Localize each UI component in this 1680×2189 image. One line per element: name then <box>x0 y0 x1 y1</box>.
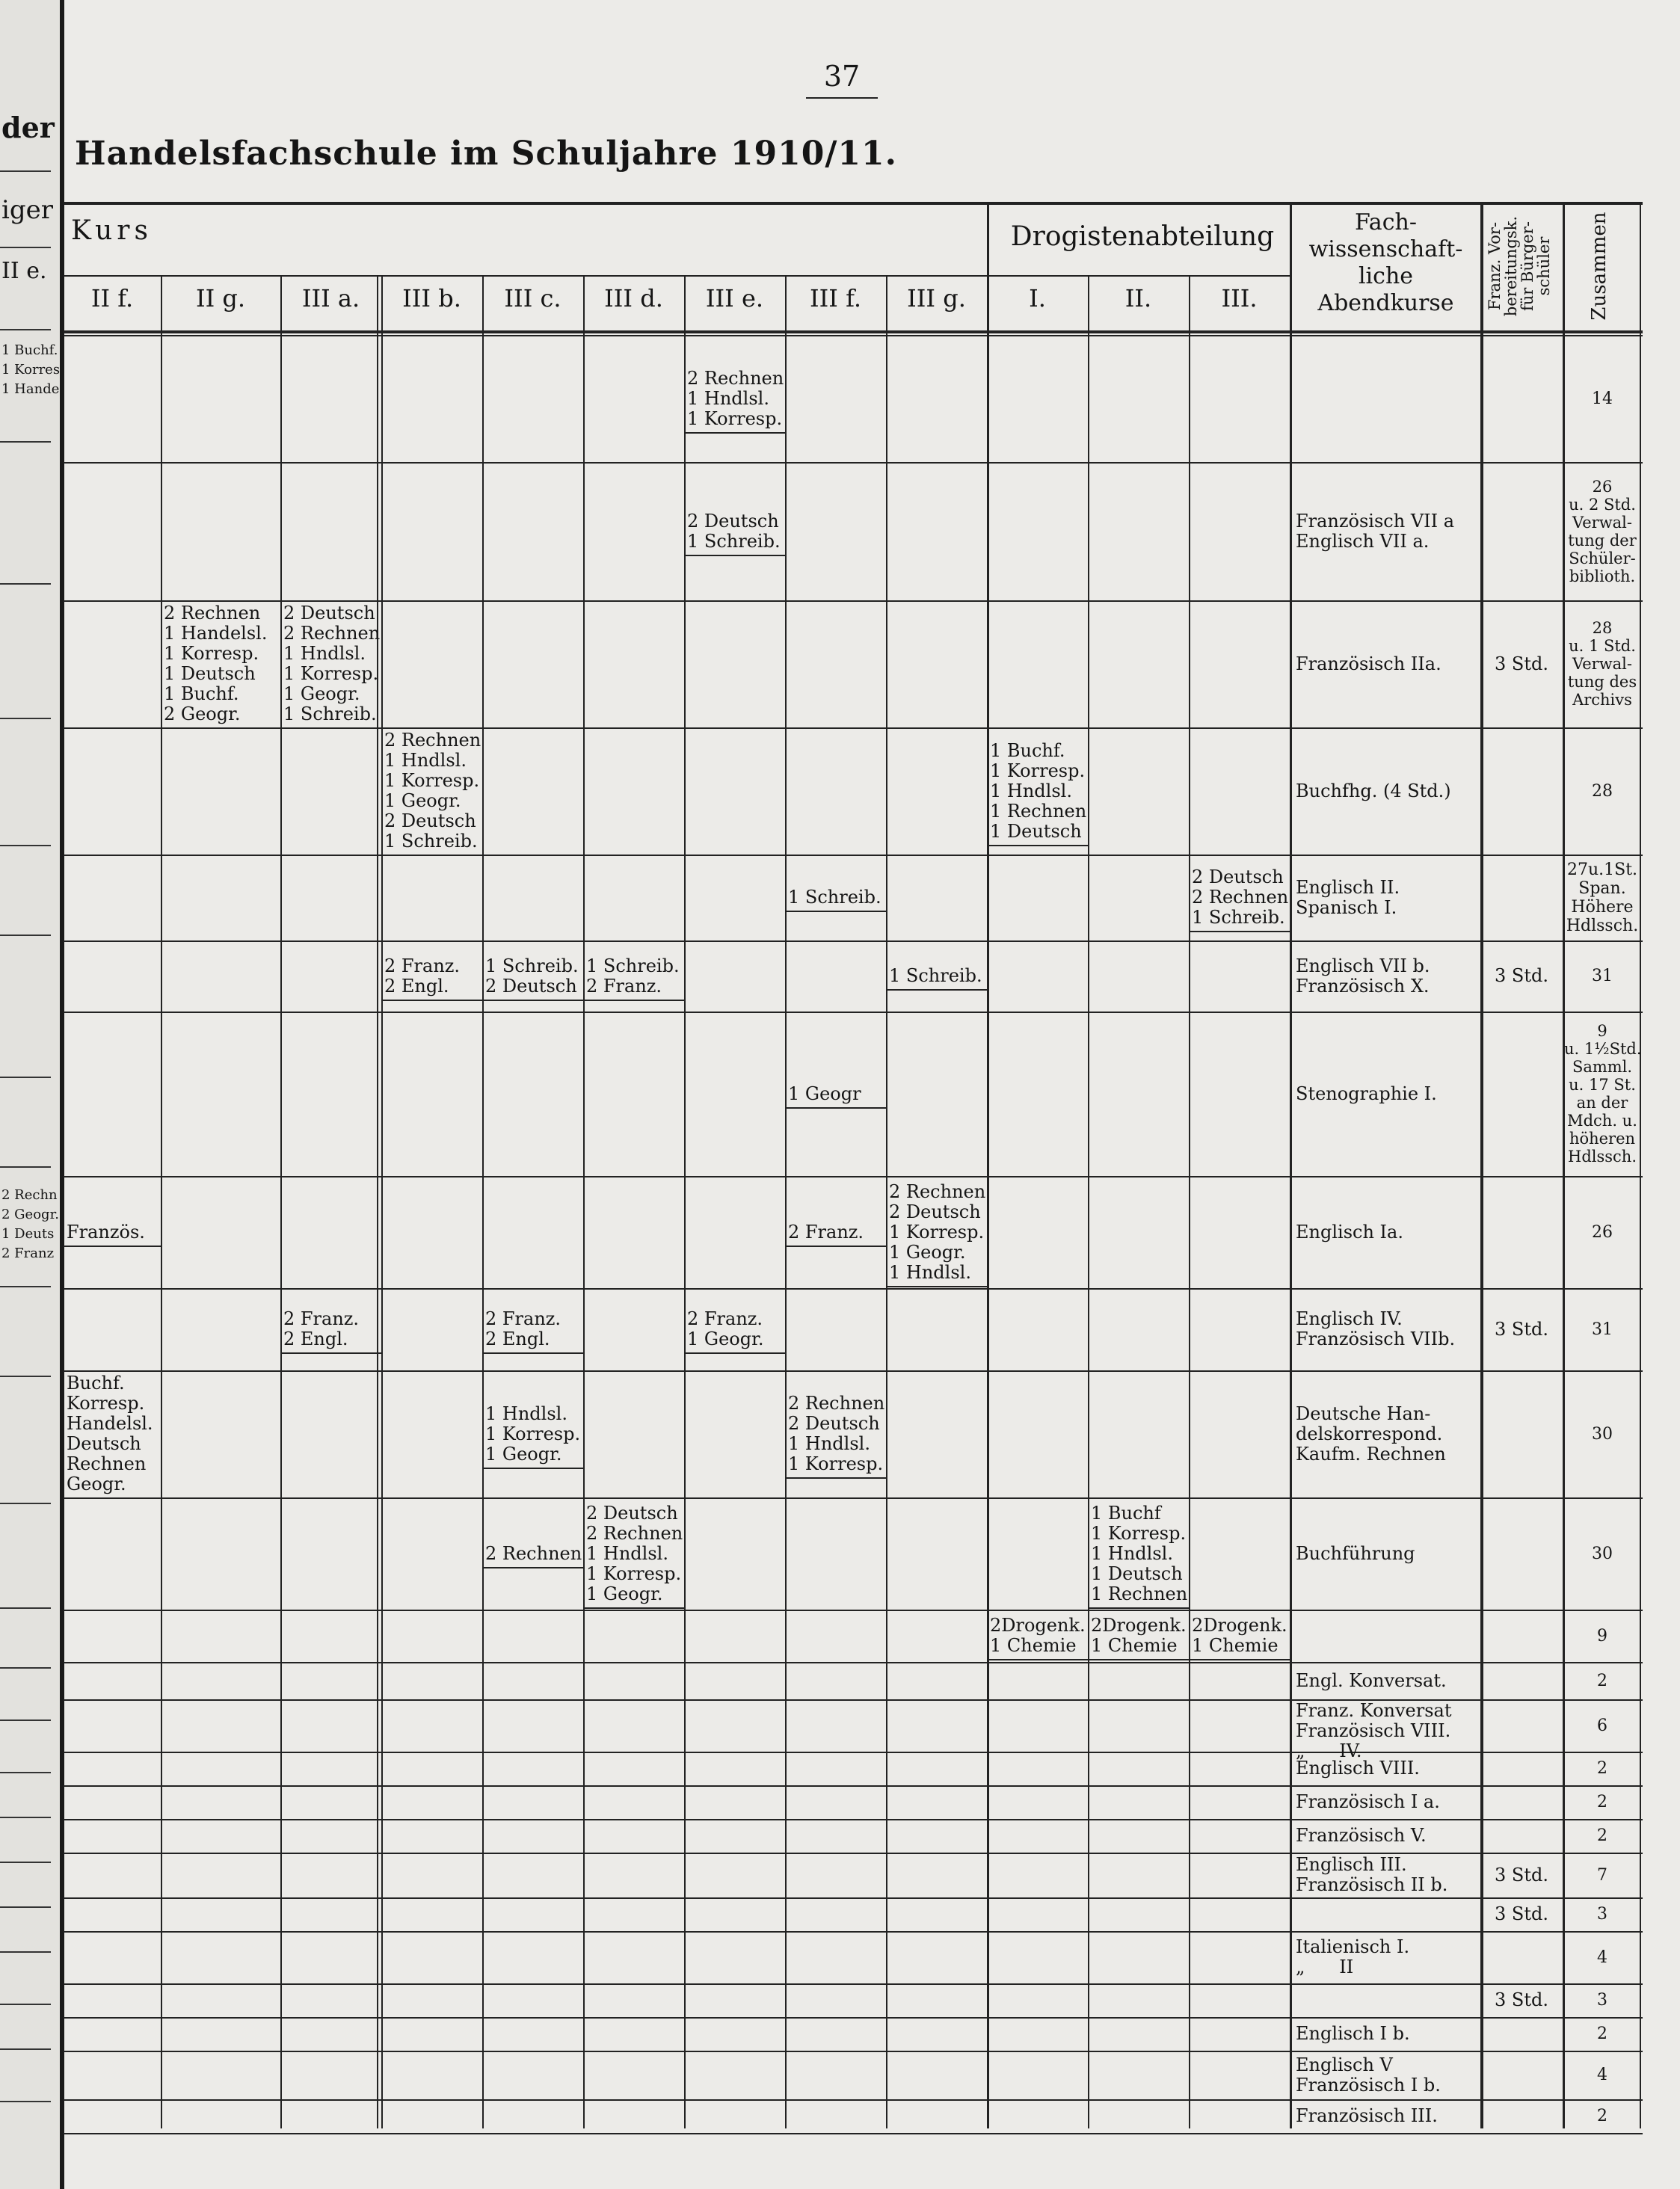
column-line <box>987 202 989 2128</box>
lesson-cell: 1 Schreib. 2 Deutsch <box>485 955 579 997</box>
rule-line <box>64 1012 1643 1013</box>
rule-line <box>64 2099 1643 2101</box>
rule-line <box>64 202 1643 205</box>
cell-rule <box>1088 1607 1189 1609</box>
spine-fragment: 2 Franz <box>1 1246 55 1261</box>
rule-line <box>64 2133 1643 2134</box>
total-cell: 2 <box>1597 1793 1607 1811</box>
left-page-fragment <box>0 0 64 2189</box>
cell-rule <box>482 1567 583 1568</box>
total-cell: 27u.1St. Span. Höhere Hdlssch. <box>1566 860 1639 935</box>
rule-line <box>64 330 1643 333</box>
cell-rule <box>684 432 785 434</box>
cell-rule <box>482 1000 583 1001</box>
column-header: III b. <box>402 284 461 313</box>
lesson-cell: 2 Rechnen <box>485 1542 582 1564</box>
column-line <box>280 275 282 2128</box>
column-line <box>684 275 686 2128</box>
lesson-cell: 1 Buchf. 1 Korresp. 1 Hndlsl. 1 Rechnen 1 Deutsch <box>990 739 1087 842</box>
rule-line <box>64 462 1643 464</box>
column-header: III d. <box>604 284 663 313</box>
total-cell: 4 <box>1597 1948 1607 1967</box>
total-cell: 4 <box>1597 2066 1607 2084</box>
total-cell: 31 <box>1592 1320 1613 1339</box>
spine-fragment: 1 Buchf. <box>1 342 58 358</box>
abendkurs-cell: Italienisch I. „ II <box>1296 1936 1410 1977</box>
lesson-cell: 2 Rechnen 2 Deutsch 1 Hndlsl. 1 Korresp. <box>788 1393 885 1474</box>
total-cell: 2 <box>1597 1671 1607 1690</box>
cell-rule <box>785 1477 886 1479</box>
abendkurs-cell: Engl. Konversat. <box>1296 1669 1447 1691</box>
lesson-cell: 2 Franz. <box>788 1221 864 1243</box>
cell-rule <box>684 1352 785 1354</box>
abendkurs-cell: Englisch VII b. Französisch X. <box>1296 955 1430 997</box>
lesson-cell: 2Drogenk. 1 Chemie <box>1091 1615 1187 1656</box>
spine-fragment: 1 Hande <box>1 381 60 397</box>
total-cell: 2 <box>1597 2107 1607 2125</box>
lesson-cell: 2Drogenk. 1 Chemie <box>990 1615 1086 1656</box>
abendkurs-cell: Französisch V. <box>1296 1825 1427 1846</box>
cell-rule <box>482 1468 583 1469</box>
page-number: 37 <box>806 60 878 99</box>
total-cell: 6 <box>1597 1716 1607 1735</box>
abendkurs-cell: Englisch I b. <box>1296 2023 1410 2044</box>
total-cell: 30 <box>1592 1424 1613 1444</box>
cell-rule <box>381 1000 482 1001</box>
lesson-cell: 2 Rechnen 1 Hndlsl. 1 Korresp. 1 Geogr. 2 Deutsch 1 Schreib. <box>384 730 481 852</box>
cell-rule <box>886 1286 987 1287</box>
lesson-cell: 2 Rechnen 1 Hndlsl. 1 Korresp. <box>687 367 784 429</box>
total-cell: 30 <box>1592 1544 1613 1563</box>
rule-line <box>64 1610 1643 1611</box>
cell-rule <box>280 727 381 729</box>
rule-line <box>64 1785 1643 1787</box>
abendkurs-cell: Buchfhg. (4 Std.) <box>1296 780 1451 801</box>
column-line <box>377 275 378 2128</box>
lesson-cell: 2 Deutsch 1 Schreib. <box>687 510 781 552</box>
page-title: Handelsfachschule im Schuljahre 1910/11. <box>75 135 897 173</box>
column-line <box>1189 275 1190 2128</box>
spine-fragment: 1 Korres <box>1 362 61 378</box>
abendkurs-cell: Französisch III. <box>1296 2105 1438 2126</box>
abendkurs-cell: Englisch IV. Französisch VIIb. <box>1296 1308 1456 1349</box>
lesson-cell: 2Drogenk. 1 Chemie <box>1192 1615 1287 1656</box>
cell-rule <box>785 1246 886 1247</box>
lesson-cell: 1 Schreib. <box>788 887 881 908</box>
abendkurs-cell: Franz. Konversat Französisch VIII. „ IV. <box>1296 1700 1452 1761</box>
cell-rule <box>64 1246 161 1247</box>
lesson-cell: 1 Buchf 1 Korresp. 1 Hndlsl. 1 Deutsch 1 Rechnen <box>1091 1502 1188 1604</box>
abendkurs-cell: Stenographie I. <box>1296 1083 1437 1104</box>
header-zusammen: Zusammen <box>1588 212 1610 321</box>
column-header: III c. <box>504 284 561 313</box>
cell-rule <box>684 555 785 556</box>
column-header: III e. <box>705 284 764 313</box>
total-cell: 3 <box>1597 1991 1607 2010</box>
column-line <box>482 275 484 2128</box>
rule-line <box>64 1497 1643 1499</box>
rule-line <box>64 1662 1643 1663</box>
spine-word: der <box>1 111 55 144</box>
rule-line <box>64 1983 1643 1985</box>
cell-rule <box>886 989 987 991</box>
column-header: III g. <box>907 284 966 313</box>
rule-line <box>64 1176 1643 1177</box>
cell-rule <box>987 845 1088 846</box>
column-line <box>1088 275 1089 2128</box>
rule-line <box>64 1897 1643 1899</box>
abendkurs-cell: Englisch VIII. <box>1296 1758 1420 1779</box>
rule-line <box>64 275 1290 277</box>
abendkurs-cell: Englisch V Französisch I b. <box>1296 2054 1441 2096</box>
column-header: III a. <box>301 284 360 313</box>
rule-line <box>64 2051 1643 2052</box>
header-drogistenabteilung: Drogistenabteilung <box>1010 221 1275 252</box>
column-header: II g. <box>195 284 246 313</box>
column-header: III. <box>1221 284 1258 313</box>
cell-rule <box>280 1352 381 1354</box>
column-line <box>583 275 585 2128</box>
rule-line <box>64 1819 1643 1820</box>
spine-fragment: 2 Geogr. <box>1 1207 59 1222</box>
column-line <box>1290 202 1292 2128</box>
column-header: III f. <box>810 284 861 313</box>
cell-rule <box>1088 1659 1189 1660</box>
abendkurs-cell: Englisch II. Spanisch I. <box>1296 876 1400 918</box>
spine-header: II e. <box>1 258 47 284</box>
rule-line <box>64 2017 1643 2019</box>
cell-rule <box>161 727 280 729</box>
column-line <box>785 275 787 2128</box>
column-line <box>381 275 383 2128</box>
vorbereitung-cell: 3 Std. <box>1495 653 1548 674</box>
abendkurs-cell: Französisch IIa. <box>1296 653 1441 674</box>
lesson-cell: 1 Hndlsl. 1 Korresp. 1 Geogr. <box>485 1403 581 1465</box>
total-cell: 2 <box>1597 1759 1607 1778</box>
vorbereitung-cell: 3 Std. <box>1495 1903 1548 1924</box>
schedule-table <box>64 202 1643 2161</box>
total-cell: 26 <box>1592 1222 1613 1242</box>
lesson-cell: 1 Geogr <box>788 1083 861 1104</box>
lesson-cell: 2 Franz. 2 Engl. <box>485 1308 561 1349</box>
total-cell: 2 <box>1597 1826 1607 1845</box>
vorbereitung-cell: 3 Std. <box>1495 1318 1548 1340</box>
vorbereitung-cell: 3 Std. <box>1495 1989 1548 2010</box>
column-header: II f. <box>90 284 134 313</box>
rule-line <box>64 335 1643 336</box>
total-cell: 3 <box>1597 1905 1607 1924</box>
lesson-cell: 1 Schreib. <box>889 965 982 986</box>
column-header: II. <box>1124 284 1152 313</box>
column-line <box>1480 202 1483 2128</box>
total-cell: 7 <box>1597 1865 1607 1885</box>
abendkurs-cell: Französisch VII a Englisch VII a. <box>1296 510 1455 552</box>
total-cell: 31 <box>1592 967 1613 985</box>
rule-line <box>64 1288 1643 1290</box>
column-header: I. <box>1029 284 1046 313</box>
abendkurs-cell: Englisch III. Französisch II b. <box>1296 1854 1448 1895</box>
header-kurs: Kurs <box>71 215 153 246</box>
cell-rule <box>785 1107 886 1109</box>
lesson-cell: Buchf. Korresp. Handelsl. Deutsch Rechnen Geogr. <box>67 1373 153 1494</box>
total-cell: 2 <box>1597 2025 1607 2043</box>
rule-line <box>64 600 1643 602</box>
header-franz-vorbereitungskurs: Franz. Vor- bereitungsk. für Bürger- schüler <box>1486 215 1553 317</box>
cell-rule <box>1189 1659 1290 1660</box>
rule-line <box>64 855 1643 856</box>
lesson-cell: 2 Rechnen 2 Deutsch 1 Korresp. 1 Geogr. 1 Hndlsl. <box>889 1180 986 1283</box>
cell-rule <box>785 911 886 912</box>
lesson-cell: 2 Franz. 2 Engl. <box>283 1308 360 1349</box>
total-cell: 9 u. 1½Std. Samml. u. 17 St. an der Mdch. u. höheren Hdlssch. <box>1564 1022 1642 1166</box>
cell-rule <box>583 1607 684 1609</box>
cell-rule <box>1189 931 1290 932</box>
abendkurs-cell: Buchführung <box>1296 1542 1415 1564</box>
lesson-cell: 2 Deutsch 2 Rechnen 1 Schreib. <box>1192 866 1289 928</box>
cell-rule <box>987 1659 1088 1660</box>
lesson-cell: 2 Deutsch 2 Rechnen 1 Hndlsl. 1 Korresp. 1 Geogr. 1 Schreib. <box>283 603 381 724</box>
rule-line <box>64 1931 1643 1933</box>
spine-fragment: 1 Deuts <box>1 1226 55 1242</box>
spine-fragment: 2 Rechn <box>1 1187 58 1203</box>
total-cell: 26 u. 2 Std. Verwal- tung der Schüler- biblioth. <box>1568 477 1637 585</box>
abendkurs-cell: Englisch Ia. <box>1296 1221 1403 1243</box>
total-cell: 28 u. 1 Std. Verwal- tung des Archivs <box>1567 619 1637 709</box>
lesson-cell: Französ. <box>67 1221 145 1243</box>
vorbereitung-cell: 3 Std. <box>1495 965 1548 986</box>
cell-rule <box>583 1000 684 1001</box>
rule-line <box>64 940 1643 942</box>
total-cell: 28 <box>1592 781 1613 801</box>
lesson-cell: 1 Schreib. 2 Franz. <box>586 955 680 997</box>
lesson-cell: 2 Rechnen 1 Handelsl. 1 Korresp. 1 Deutsch 1 Buchf. 2 Geogr. <box>164 603 268 724</box>
spine-header: iger <box>1 195 54 225</box>
lesson-cell: 2 Franz. 1 Geogr. <box>687 1308 764 1349</box>
total-cell: 9 <box>1597 1626 1607 1645</box>
rule-line <box>64 1370 1643 1372</box>
lesson-cell: 2 Deutsch 2 Rechnen 1 Hndlsl. 1 Korresp. 1 Geogr. <box>586 1502 683 1604</box>
column-line <box>886 275 887 2128</box>
header-fachwissenschaftliche-abendkurse: Fach- wissenschaft- liche Abendkurse <box>1308 209 1463 316</box>
column-line <box>161 275 162 2128</box>
abendkurs-cell: Französisch I a. <box>1296 1791 1440 1812</box>
abendkurs-cell: Deutsche Han- delskorrespond. Kaufm. Rechnen <box>1296 1403 1446 1465</box>
cell-rule <box>482 1352 583 1354</box>
cell-rule <box>381 855 482 856</box>
vorbereitung-cell: 3 Std. <box>1495 1864 1548 1885</box>
total-cell: 14 <box>1592 389 1613 408</box>
lesson-cell: 2 Franz. 2 Engl. <box>384 955 461 997</box>
cell-rule <box>64 1497 161 1499</box>
